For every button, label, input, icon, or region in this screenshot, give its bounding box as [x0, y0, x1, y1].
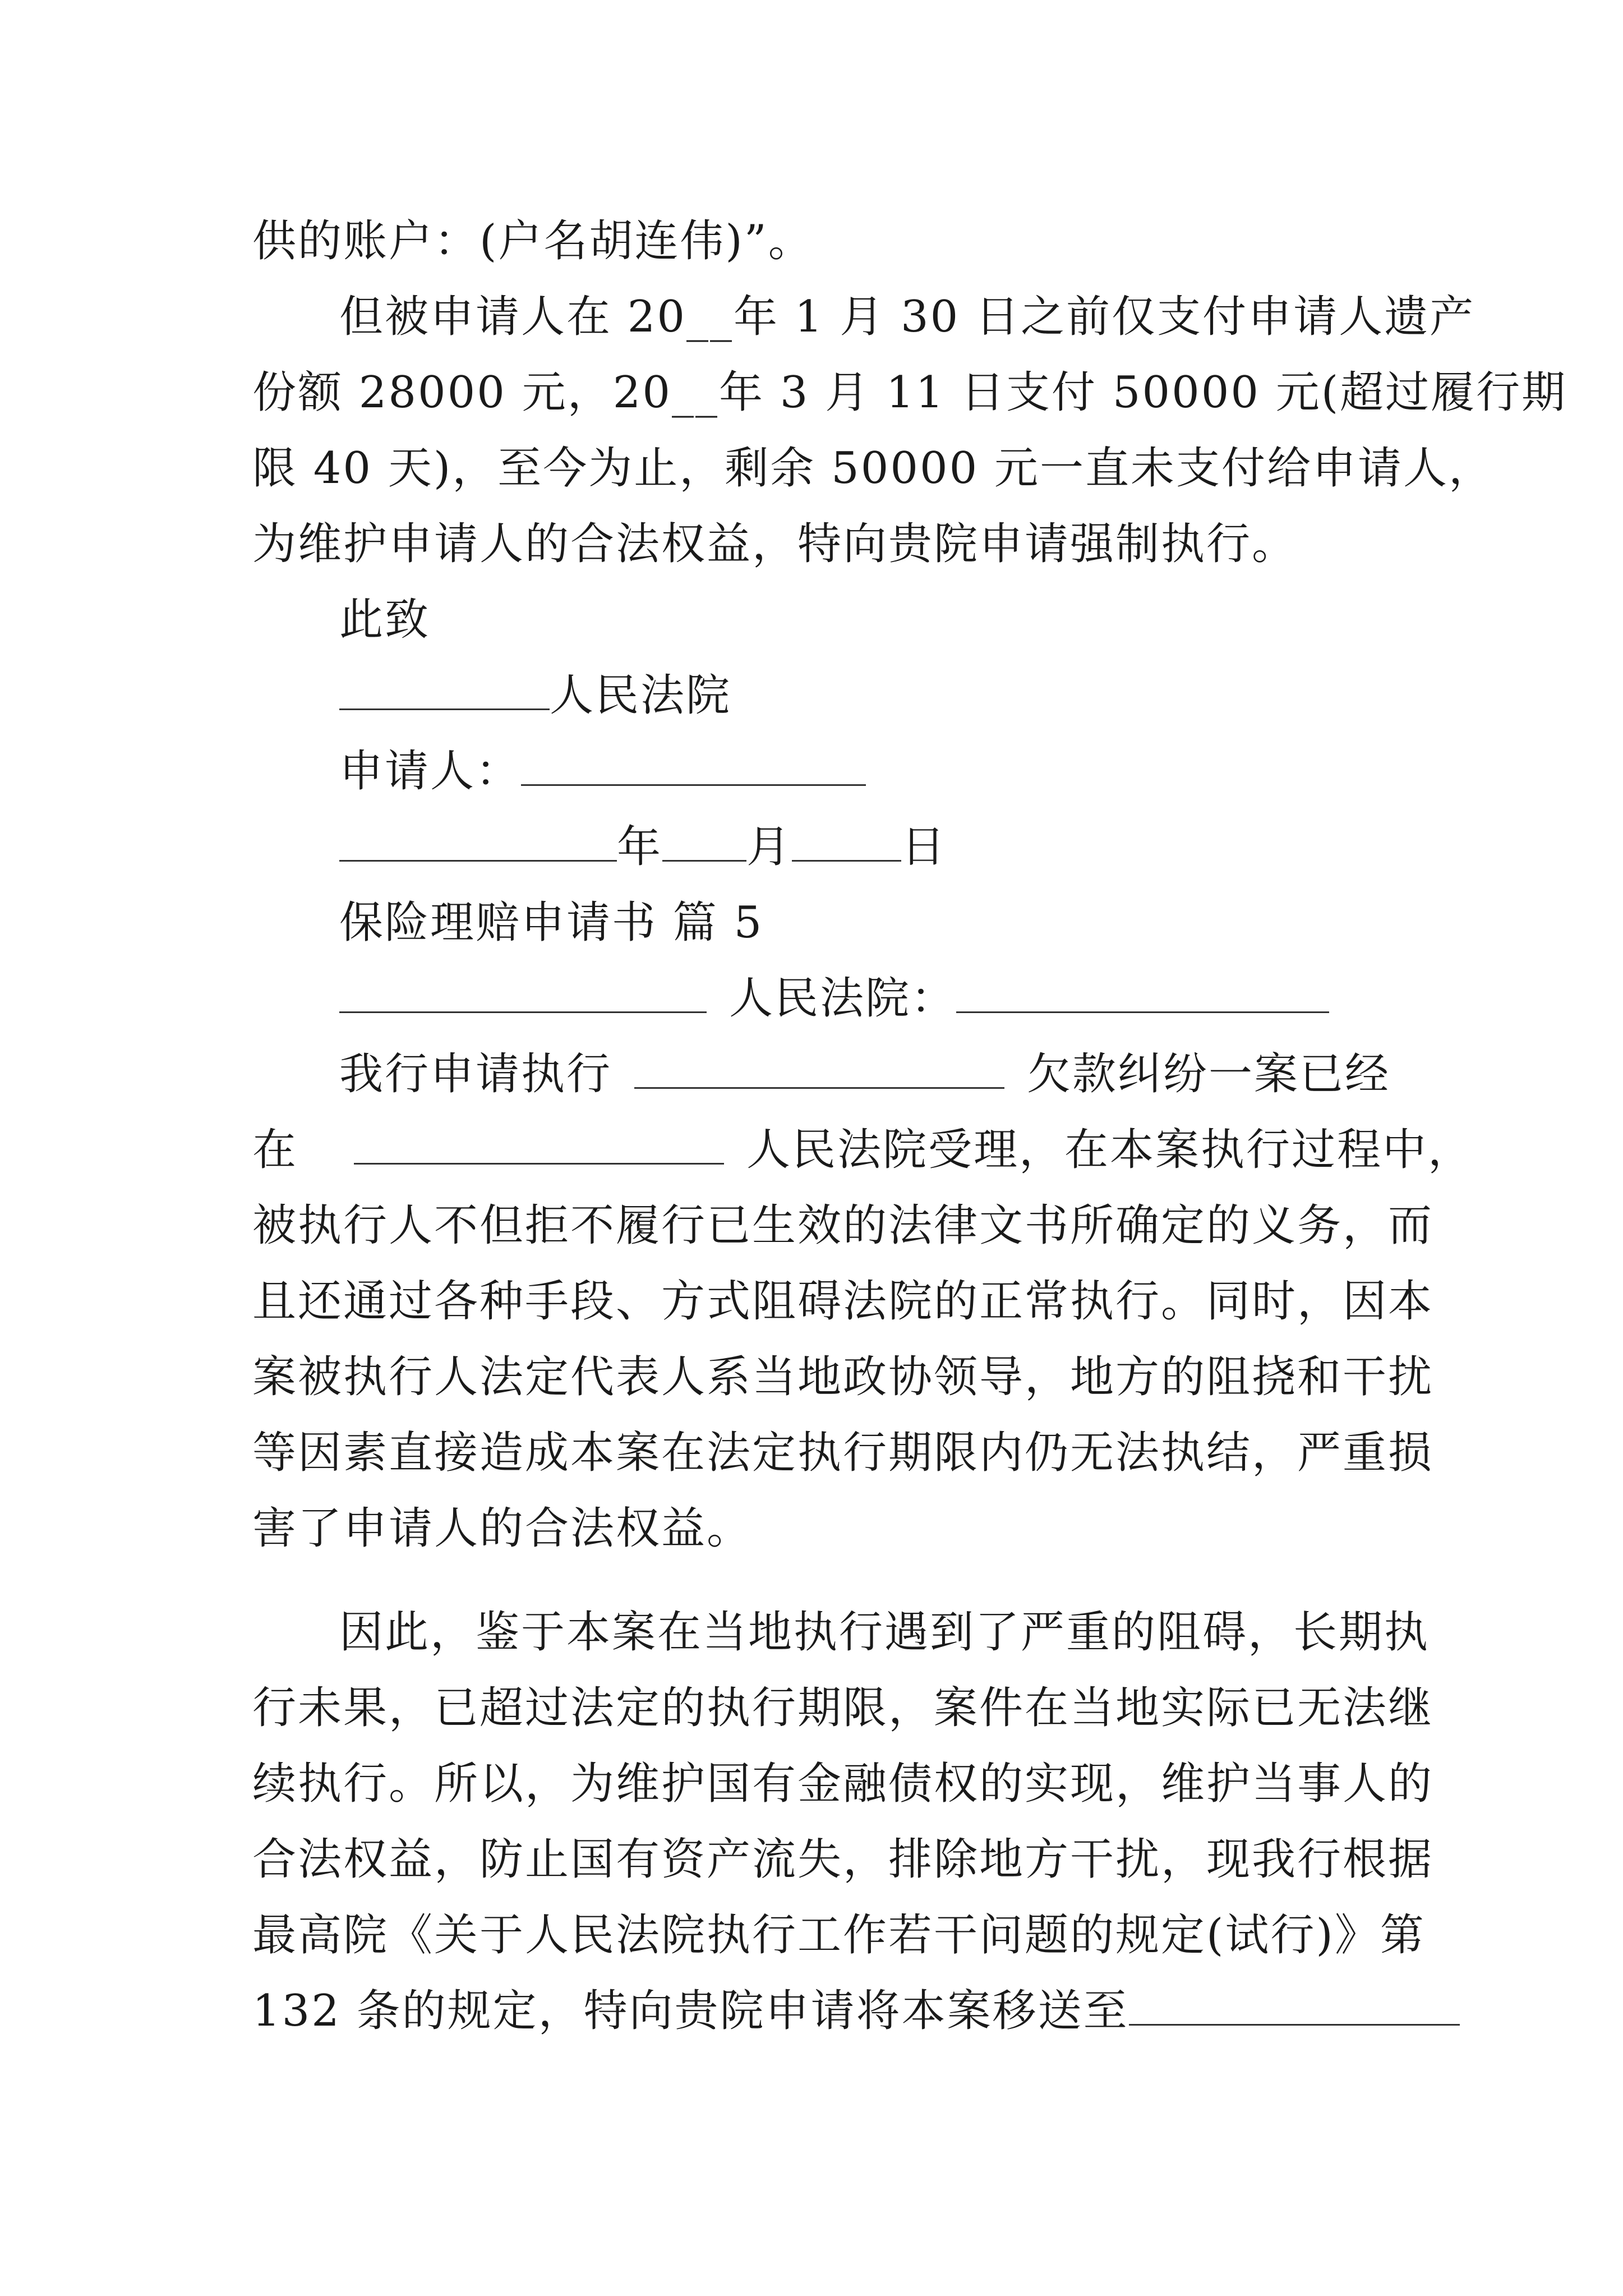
- addressee-label: 人民法院：: [729, 973, 957, 1024]
- month-blank: [662, 821, 746, 862]
- text-line: 害了申请人的合法权益。: [252, 1503, 753, 1554]
- transfer-court-blank: [1129, 1985, 1460, 2026]
- day-label: 日: [901, 822, 947, 872]
- addressee-blank-2: [956, 972, 1329, 1013]
- text-segment: 我行申请执行: [339, 1049, 612, 1099]
- text-segment: 132 条的规定，特向贵院申请将本案移送至: [252, 1986, 1129, 2036]
- text-line: 为维护申请人的合法权益，特向贵院申请强制执行。: [252, 519, 1298, 569]
- applicant-label: 申请人：: [339, 746, 522, 797]
- court-label: 人民法院: [550, 670, 732, 721]
- court-line: [339, 668, 731, 724]
- day-blank: [792, 821, 901, 862]
- court-blank: [354, 1124, 724, 1165]
- text-line: 且还通过各种手段、方式阻碍法院的正常执行。同时，因本: [252, 1276, 1434, 1327]
- text-segment: 在: [252, 1125, 298, 1175]
- applicant-line: [339, 743, 866, 799]
- text-line: [252, 1983, 1460, 2039]
- case-blank: [634, 1048, 1004, 1089]
- text-line: 合法权益，防止国有资产流失，排除地方干扰，现我行根据: [252, 1834, 1434, 1885]
- text-line: 份额 28000 元，20__年 3 月 11 日支付 50000 元(超过履行期: [252, 367, 1567, 418]
- paragraph-start: 因此，鉴于本案在当地执行遇到了严重的阻碍，长期执: [339, 1607, 1430, 1658]
- date-line: [339, 819, 947, 875]
- text-line: 最高院《关于人民法院执行工作若干问题的规定(试行)》第: [252, 1910, 1426, 1961]
- addressee-line: [339, 970, 1329, 1027]
- court-name-blank: [339, 669, 550, 710]
- text-line: 等因素直接造成本案在法定执行期限内仍无法执结，严重损: [252, 1428, 1434, 1478]
- paragraph-start: [339, 1046, 1390, 1102]
- text-line: [252, 1122, 1473, 1178]
- text-line: 行未果，已超过法定的执行期限，案件在当地实际已无法继: [252, 1683, 1434, 1733]
- addressee-blank-1: [339, 972, 707, 1013]
- applicant-blank: [521, 745, 866, 786]
- month-label: 月: [746, 822, 792, 872]
- text-segment: 欠款纠纷一案已经: [1027, 1049, 1391, 1099]
- year-label: 年: [617, 822, 663, 872]
- section-heading: 保险理赔申请书 篇 5: [339, 898, 764, 948]
- text-line: 限 40 天)，至今为止，剩余 50000 元一直未支付给申请人，: [252, 443, 1494, 494]
- text-line: 供的账户：(户名胡连伟)”。: [252, 216, 814, 266]
- text-segment: 人民法院受理，在本案执行过程中，: [746, 1125, 1474, 1175]
- text-line: 被执行人不但拒不履行已生效的法律文书所确定的义务，而: [252, 1200, 1434, 1251]
- year-blank: [339, 821, 617, 862]
- salutation: 此致: [339, 595, 431, 645]
- text-line: 案被执行人法定代表人系当地政协领导，地方的阻挠和干扰: [252, 1352, 1434, 1402]
- paragraph-start: 但被申请人在 20__年 1 月 30 日之前仅支付申请人遗产: [339, 292, 1476, 342]
- text-line: 续执行。所以，为维护国有金融债权的实现，维护当事人的: [252, 1759, 1434, 1809]
